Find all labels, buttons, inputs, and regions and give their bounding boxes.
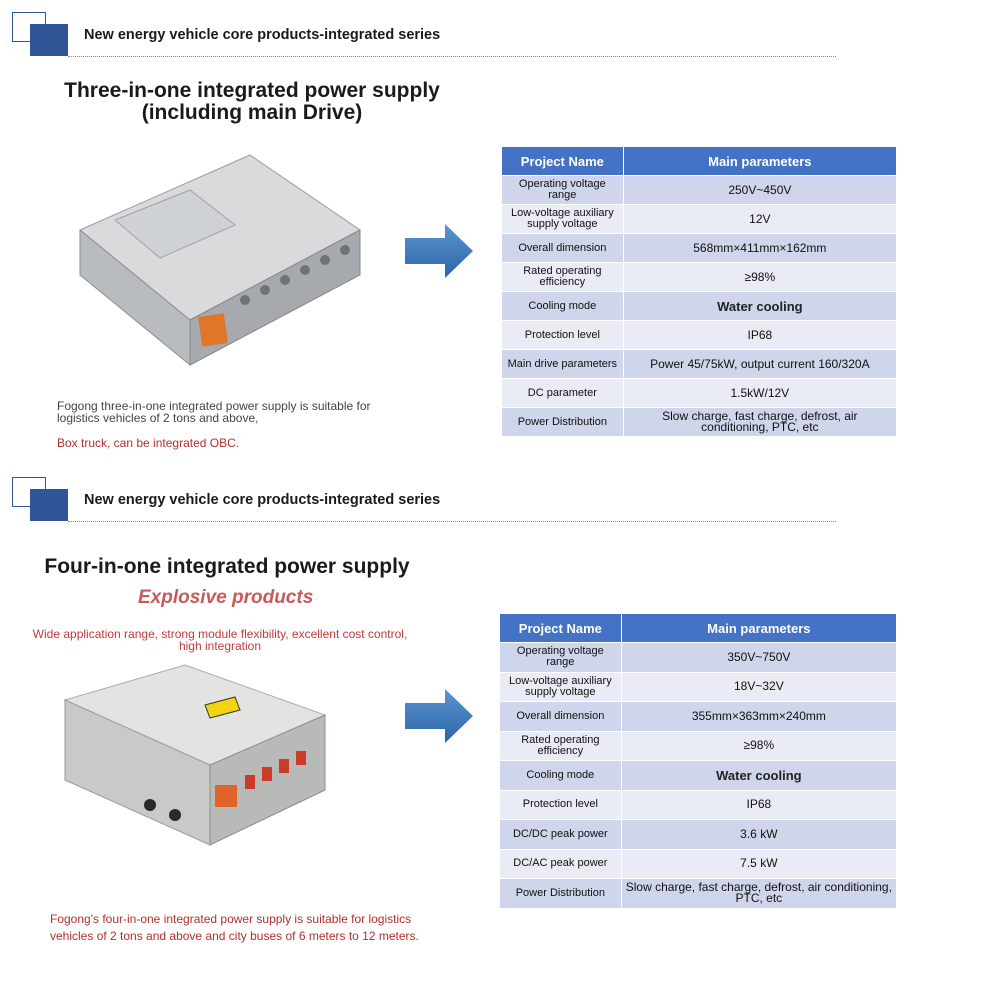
section-three-in-one bbox=[0, 0, 1000, 465]
table-row bbox=[502, 292, 897, 321]
param-value: Power 45/75kW, output current 160/320A bbox=[623, 350, 896, 379]
spec-table bbox=[501, 146, 897, 437]
header-divider bbox=[68, 521, 836, 522]
param-name: Overall dimension bbox=[502, 234, 624, 263]
product-subtitle: Explosive products bbox=[138, 587, 314, 608]
param-value: Slow charge, fast charge, defrost, air conditioning, PTC, etc bbox=[621, 879, 896, 909]
param-name: Low-voltage auxiliary supply voltage bbox=[500, 672, 622, 702]
table-row bbox=[500, 790, 897, 820]
param-name: Operating voltage range bbox=[502, 176, 624, 205]
table-row bbox=[502, 379, 897, 408]
param-name: Main drive parameters bbox=[502, 350, 624, 379]
product-tagline: Wide application range, strong module flexibility, excellent cost control, high integration bbox=[32, 627, 408, 653]
arrow-right-icon bbox=[405, 224, 473, 278]
table-row bbox=[502, 234, 897, 263]
table-row bbox=[500, 761, 897, 791]
product-description: Fogong's four-in-one integrated power supply is suitable for logistics vehicles of 2 tons and above and city buses of 6 meters to 12 meters. bbox=[50, 912, 419, 943]
param-value: Slow charge, fast charge, defrost, air conditioning, PTC, etc bbox=[623, 408, 896, 437]
param-value: 355mm×363mm×240mm bbox=[621, 702, 896, 732]
param-value: 350V~750V bbox=[621, 643, 896, 673]
col-main-parameters: Main parameters bbox=[623, 147, 896, 176]
arrow-right-icon bbox=[405, 689, 473, 743]
header-divider bbox=[68, 56, 836, 57]
param-value: 18V~32V bbox=[621, 672, 896, 702]
table-row bbox=[500, 643, 897, 673]
col-project-name: Project Name bbox=[500, 614, 622, 643]
param-name: Rated operating efficiency bbox=[500, 731, 622, 761]
table-row bbox=[502, 205, 897, 234]
header-title: New energy vehicle core products-integrated series bbox=[84, 27, 441, 43]
param-name: Low-voltage auxiliary supply voltage bbox=[502, 205, 624, 234]
table-row bbox=[500, 731, 897, 761]
table-row bbox=[502, 350, 897, 379]
table-row bbox=[500, 849, 897, 879]
section-header bbox=[0, 465, 840, 525]
col-main-parameters: Main parameters bbox=[621, 614, 896, 643]
param-name: DC parameter bbox=[502, 379, 624, 408]
header-title: New energy vehicle core products-integrated series bbox=[84, 492, 441, 508]
param-name: Rated operating efficiency bbox=[502, 263, 624, 292]
param-name: Overall dimension bbox=[500, 702, 622, 732]
param-value: 12V bbox=[623, 205, 896, 234]
four-in-one-product-image bbox=[50, 655, 340, 850]
param-value: ≥98% bbox=[621, 731, 896, 761]
param-value: Water cooling bbox=[623, 292, 896, 321]
param-value: 7.5 kW bbox=[621, 849, 896, 879]
table-row bbox=[500, 879, 897, 909]
param-name: Protection level bbox=[500, 790, 622, 820]
table-row bbox=[502, 321, 897, 350]
header-square-fill bbox=[30, 489, 68, 521]
product-title: Four-in-one integrated power supply bbox=[44, 555, 410, 578]
col-project-name: Project Name bbox=[502, 147, 624, 176]
param-value: ≥98% bbox=[623, 263, 896, 292]
header-square-fill bbox=[30, 24, 68, 56]
param-value: Water cooling bbox=[621, 761, 896, 791]
param-value: 250V~450V bbox=[623, 176, 896, 205]
param-value: 1.5kW/12V bbox=[623, 379, 896, 408]
product-title-line2: (including main Drive) bbox=[141, 101, 363, 124]
param-value: 3.6 kW bbox=[621, 820, 896, 850]
param-name: DC/DC peak power bbox=[500, 820, 622, 850]
product-note: Box truck, can be integrated OBC. bbox=[57, 436, 240, 450]
table-row bbox=[500, 820, 897, 850]
table-row bbox=[502, 263, 897, 292]
param-value: IP68 bbox=[623, 321, 896, 350]
param-name: Protection level bbox=[502, 321, 624, 350]
product-title bbox=[52, 80, 452, 124]
param-name: Cooling mode bbox=[502, 292, 624, 321]
param-value: 568mm×411mm×162mm bbox=[623, 234, 896, 263]
table-row bbox=[502, 176, 897, 205]
section-four-in-one bbox=[0, 465, 1000, 983]
table-row bbox=[502, 408, 897, 437]
product-description: Fogong three-in-one integrated power supply is suitable for logistics vehicles of 2 tons and above, bbox=[57, 399, 371, 425]
param-name: Power Distribution bbox=[502, 408, 624, 437]
spec-table bbox=[499, 613, 897, 909]
product-title-line1: Three-in-one integrated power supply bbox=[64, 79, 440, 102]
param-name: Cooling mode bbox=[500, 761, 622, 791]
three-in-one-product-image bbox=[60, 150, 370, 370]
param-name: DC/AC peak power bbox=[500, 849, 622, 879]
param-value: IP68 bbox=[621, 790, 896, 820]
table-row bbox=[500, 672, 897, 702]
param-name: Operating voltage range bbox=[500, 643, 622, 673]
section-header bbox=[0, 0, 840, 60]
param-name: Power Distribution bbox=[500, 879, 622, 909]
table-row bbox=[500, 702, 897, 732]
